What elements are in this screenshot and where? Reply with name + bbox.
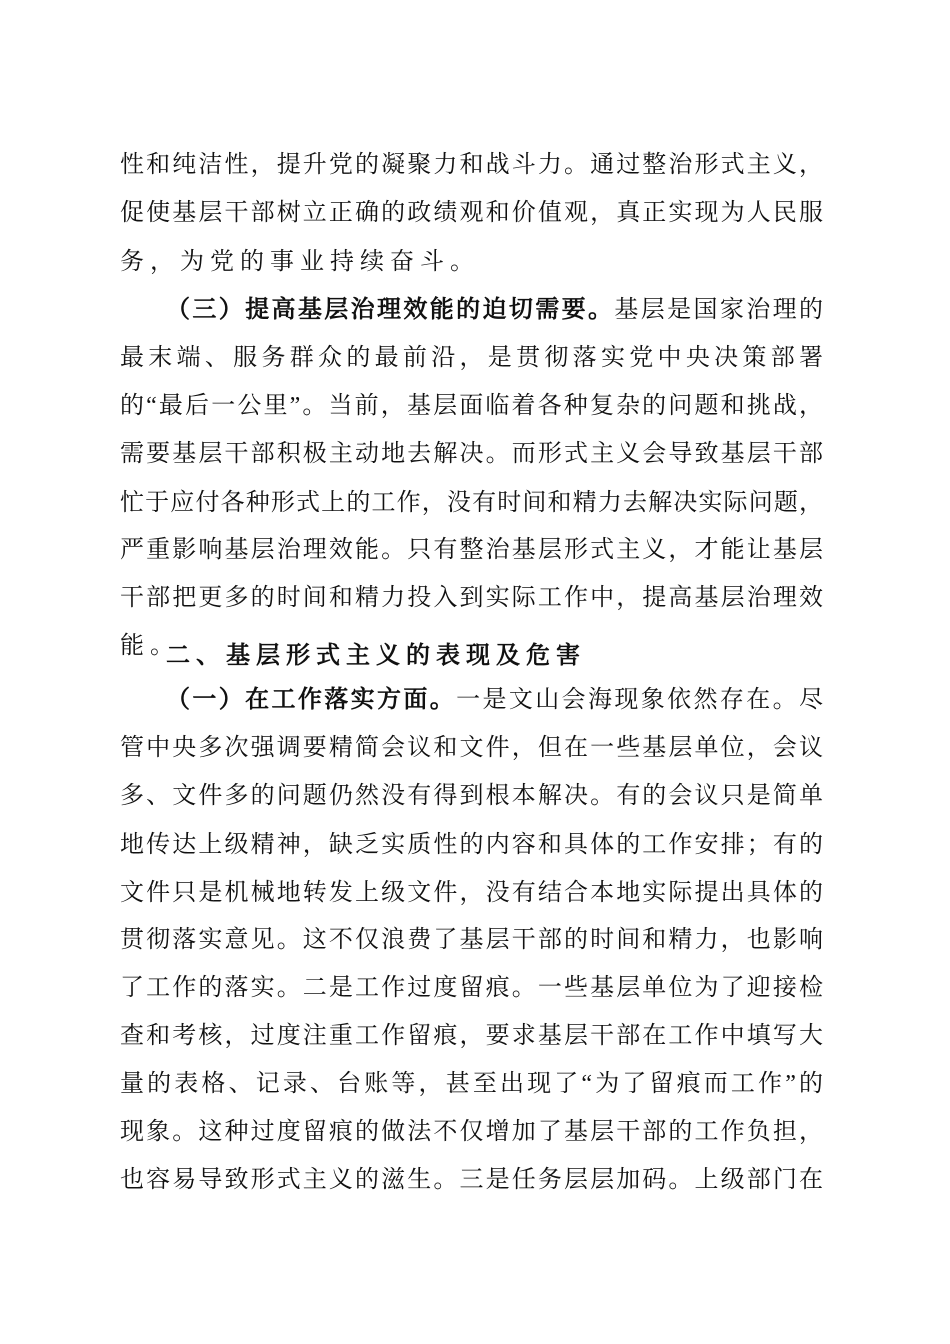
text-line: 地传达上级精神，缺乏实质性的内容和具体的工作安排；有的 [120, 832, 823, 858]
text-span: 一是文山会海现象依然存在。尽 [456, 687, 823, 713]
text-line: 干部把更多的时间和精力投入到实际工作中，提高基层治理效 [120, 585, 823, 611]
text-line: 最末端、服务群众的最前沿，是贯彻落实党中央决策部署 [120, 345, 823, 371]
text-line: 文件只是机械地转发上级文件，没有结合本地实际提出具体的 [120, 880, 823, 906]
text-span: 基层是国家治理的 [614, 297, 823, 323]
subsection-line [166, 685, 823, 715]
text-line: 忙于应付各种形式上的工作，没有时间和精力去解决实际问题， [120, 490, 823, 516]
text-line: 的“最后一公里”。当前，基层面临着各种复杂的问题和挑战， [120, 393, 823, 419]
text-line: 了工作的落实。二是工作过度留痕。一些基层单位为了迎接检 [120, 975, 823, 1001]
text-line: 贯彻落实意见。这不仅浪费了基层干部的时间和精力，也影响 [120, 927, 823, 953]
text-line: 也容易导致形式主义的滋生。三是任务层层加码。上级部门在 [120, 1167, 823, 1193]
text-line: 查和考核，过度注重工作留痕，要求基层干部在工作中填写大 [120, 1023, 823, 1049]
text-line: 需要基层干部积极主动地去解决。而形式主义会导致基层干部 [120, 441, 823, 467]
text-line: 管中央多次强调要精简会议和文件，但在一些基层单位，会议 [120, 735, 823, 761]
text-line: 务，为党的事业持续奋斗。 [120, 249, 480, 275]
text-line: 能。 [120, 633, 180, 659]
subsection-title: （三）提高基层治理效能的迫切需要。 [166, 297, 615, 323]
subsection-title: （一）在工作落实方面。 [166, 687, 457, 713]
section-heading: 二、基层形式主义的表现及危害 [166, 642, 586, 669]
text-line: 多、文件多的问题仍然没有得到根本解决。有的会议只是简单 [120, 783, 823, 809]
subsection-line [166, 295, 823, 325]
text-line: 现象。这种过度留痕的做法不仅增加了基层干部的工作负担， [120, 1119, 823, 1145]
text-line: 性和纯洁性，提升党的凝聚力和战斗力。通过整治形式主义， [120, 152, 823, 178]
text-line: 促使基层干部树立正确的政绩观和价值观，真正实现为人民服 [120, 200, 823, 226]
text-line: 严重影响基层治理效能。只有整治基层形式主义，才能让基层 [120, 537, 823, 563]
text-line: 量的表格、记录、台账等，甚至出现了“为了留痕而工作”的 [120, 1071, 823, 1097]
